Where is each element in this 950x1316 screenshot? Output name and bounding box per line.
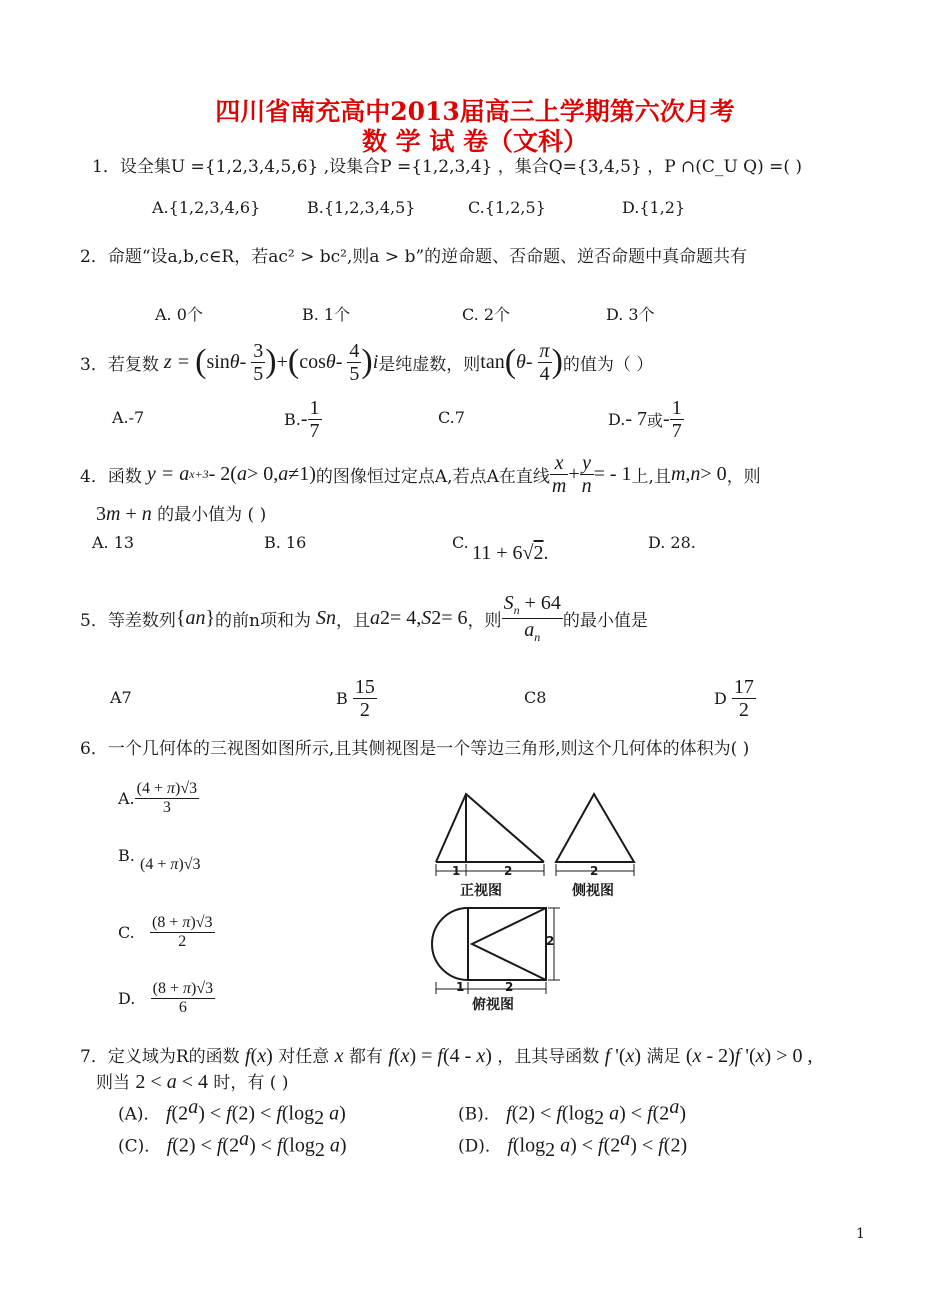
top-view-dim-height: 2 bbox=[546, 934, 555, 948]
q7-option-a: (A)． $f(2^a) < f(2) < f(\log_2$ a) bbox=[118, 1096, 346, 1130]
q5-option-d: D $\frac{17}{2}$ bbox=[714, 675, 754, 721]
q7-option-c: (C)． $f(2) < f(2^a) < f(\log_2$ a) bbox=[118, 1128, 347, 1162]
q5-option-c: C8 bbox=[524, 688, 547, 707]
exam-subtitle: 数 学 试 卷（文科） bbox=[361, 127, 589, 156]
q4-stem-post: ，则 bbox=[726, 466, 761, 487]
front-view-dim-1: 1 bbox=[452, 864, 461, 878]
q6-option-c-prefix: C. bbox=[118, 922, 135, 942]
q6-option-d: D. $\frac{(8 + \pi)√3}{6}$ bbox=[118, 979, 214, 1016]
q7-line2: 则当 2 < a < 4 时，有 ( ) bbox=[96, 1071, 289, 1093]
q6-option-b-value: (4 + π)√3 bbox=[140, 856, 201, 873]
q7-line2-pre: 则当 bbox=[96, 1073, 130, 1093]
q5-option-b: B $\frac{15}{2}$ bbox=[336, 675, 375, 721]
q6-option-d-prefix: D. bbox=[118, 988, 136, 1008]
q7-option-d: (D)． $f(\log_2$ $a) < f(2^a) < f(2)$ bbox=[458, 1128, 688, 1162]
top-view-label: 俯视图 bbox=[472, 997, 514, 1013]
front-view-triangle bbox=[436, 794, 544, 862]
q4-option-c-prefix: C. bbox=[452, 533, 469, 552]
q7-stem-mid: 对任意 bbox=[278, 1047, 330, 1067]
q4-stem-mid2: 上,且 bbox=[631, 466, 671, 487]
q5-option-a: A7 bbox=[110, 688, 132, 707]
q5-stem-mid: 的前n项和为 bbox=[215, 610, 311, 631]
q4-option-d: D. 28. bbox=[648, 533, 696, 552]
q7-stem-pre: 7．定义域为R的函数 bbox=[80, 1047, 240, 1067]
q4-stem-mid: 的图像恒过定点A,若点A在直线 bbox=[315, 466, 550, 487]
q2-option-c: C. 2个 bbox=[462, 305, 511, 324]
side-view-label: 侧视图 bbox=[572, 883, 614, 899]
q4-option-a: A. 13 bbox=[92, 533, 135, 552]
q3-option-a: A.-7 bbox=[112, 408, 145, 427]
q5-stem: 5．等差数列 { a n } 的前n项和为 S n ，且 a 2 = 4, S 2 = 6 ，则 $\frac{S_n + 64}{a_n}$ 的最小值是 bbox=[80, 592, 648, 644]
q1-stem bbox=[92, 152, 802, 177]
page-number: 1 bbox=[856, 1226, 865, 1242]
q1-option-c: C.{1,2,5} bbox=[468, 198, 546, 217]
q6-option-a: A. $\frac{(4 + \pi)√3}{3}$ bbox=[118, 779, 198, 816]
q3-frac-pi-4: $\frac{\pi}{4}$ bbox=[539, 339, 550, 385]
q5-stem-mid2: ，且 bbox=[336, 610, 370, 631]
q4-option-b: B. 16 bbox=[264, 533, 307, 552]
q4-line2: 3m + n 的最小值为 ( ) bbox=[96, 503, 267, 525]
q7-option-c-prefix: (C)． bbox=[118, 1136, 162, 1157]
q6-option-c: C. $\frac{(8 + \pi)√3}{2}$ bbox=[118, 913, 213, 950]
top-view-semicircle bbox=[432, 908, 468, 980]
q2-option-a: A. 0个 bbox=[155, 305, 203, 324]
top-view-figure bbox=[424, 900, 564, 1000]
q3-option-d-prefix: D. bbox=[608, 409, 626, 429]
q4-stem-pre: 4．函数 bbox=[80, 466, 142, 487]
exam-title: 四川省南充高中2013届高三上学期第六次月考 bbox=[215, 97, 735, 126]
q3-stem-mid: 是纯虚数，则 bbox=[378, 354, 481, 375]
q3-option-b: B. - $\frac{1}{7}$ bbox=[284, 396, 320, 442]
q3-stem: 3．若复数 z = ( sin θ - $\frac{3}{5}$ ) + ( cos θ - $\frac{4}{5}$ ) i 是纯虚数，则 tan ( θ - $\frac{\pi}{4}$ ) 的值为（ ） bbox=[80, 339, 654, 385]
q6-option-b-prefix: B. bbox=[118, 846, 135, 865]
top-view-dim-1: 1 bbox=[456, 980, 465, 994]
q1-option-a: A.{1,2,3,4,6} bbox=[152, 198, 261, 217]
q3-frac-3-5: $\frac{3}{5}$ bbox=[253, 339, 264, 385]
q7-stem-mid4: 满足 bbox=[646, 1047, 681, 1067]
q1-stem-text: 1．设全集U ={1,2,3,4,5,6} ,设集合P ={1,2,3,4} ，集合Q={3,4,5} ，P ∩(C_U Q) =( ) bbox=[92, 157, 803, 177]
q3-option-d: D. - 7 或 - $\frac{1}{7}$ bbox=[608, 396, 682, 442]
q3-frac-4-5: $\frac{4}{5}$ bbox=[349, 339, 360, 385]
q4-option-c-value: 11 + 6√2. bbox=[472, 542, 549, 564]
q5-option-d-prefix: D bbox=[714, 688, 727, 708]
q1-option-b: B.{1,2,3,4,5} bbox=[307, 198, 416, 217]
q7-option-a-prefix: (A)． bbox=[118, 1104, 161, 1125]
q5-stem-mid3: ，则 bbox=[467, 610, 502, 631]
q7-stem: 7．定义域为R的函数 f(x) 对任意 x 都有 f(x) = f(4 - x) ，且其导函数 f '(x) 满足 (x - 2)f '(x) > 0 , bbox=[80, 1045, 813, 1067]
q3-z: z = bbox=[158, 350, 196, 373]
q7-stem-mid3: ，且其导函数 bbox=[497, 1047, 600, 1067]
side-view-dim-2: 2 bbox=[590, 864, 599, 878]
q7-stem-mid2: 都有 bbox=[348, 1047, 383, 1067]
q3-paren: ( bbox=[195, 343, 207, 380]
q7-option-b-prefix: (B)． bbox=[458, 1104, 501, 1125]
side-view-triangle bbox=[556, 794, 634, 862]
q3-option-c: C.7 bbox=[438, 408, 465, 427]
q7-option-b: (B)． $f(2) < f(\log_2$ $a) < f(2^a)$ bbox=[458, 1096, 686, 1130]
front-view-dim-2: 2 bbox=[504, 864, 513, 878]
q7-option-d-prefix: (D)． bbox=[458, 1136, 502, 1157]
top-view-dim-2: 2 bbox=[505, 980, 514, 994]
q2-stem: 2．命题“设a,b,c∈R，若ac² > bc²,则a > b”的逆命题、否命题、逆否命题中真命题共有 bbox=[80, 247, 748, 267]
q3-sin: sin bbox=[206, 350, 230, 373]
q3-option-b-prefix: B. bbox=[284, 409, 301, 429]
q1-option-d: D.{1,2} bbox=[622, 198, 686, 217]
q2-option-d: D. 3个 bbox=[606, 305, 655, 324]
q2-option-b: B. 1个 bbox=[302, 305, 351, 324]
front-view-label: 正视图 bbox=[460, 883, 502, 899]
q3-stem-post: 的值为（ ） bbox=[562, 354, 654, 375]
q5-stem-pre: 5．等差数列 bbox=[80, 610, 176, 631]
q7-line2-post: 时，有 ( ) bbox=[213, 1073, 289, 1093]
q5-option-b-prefix: B bbox=[336, 688, 348, 708]
q4-line2-post: 的最小值为 ( ) bbox=[157, 505, 267, 525]
q6-option-a-prefix: A. bbox=[118, 788, 135, 808]
q3-option-d-mid: 或 bbox=[647, 410, 664, 430]
q4-stem: 4．函数 y = a x+3 - 2( a > 0, a ≠1) 的图像恒过定点A,若点A在直线 $\frac{x}{m}$ + $\frac{y}{n}$ = - 1 上,且 m , n > 0 ，则 bbox=[80, 451, 761, 497]
q6-stem: 6．一个几何体的三视图如图所示,且其侧视图是一个等边三角形,则这个几何体的体积为( ) bbox=[80, 739, 750, 759]
q3-stem-pre: 3．若复数 bbox=[80, 354, 159, 375]
q5-stem-post: 的最小值是 bbox=[562, 610, 648, 631]
